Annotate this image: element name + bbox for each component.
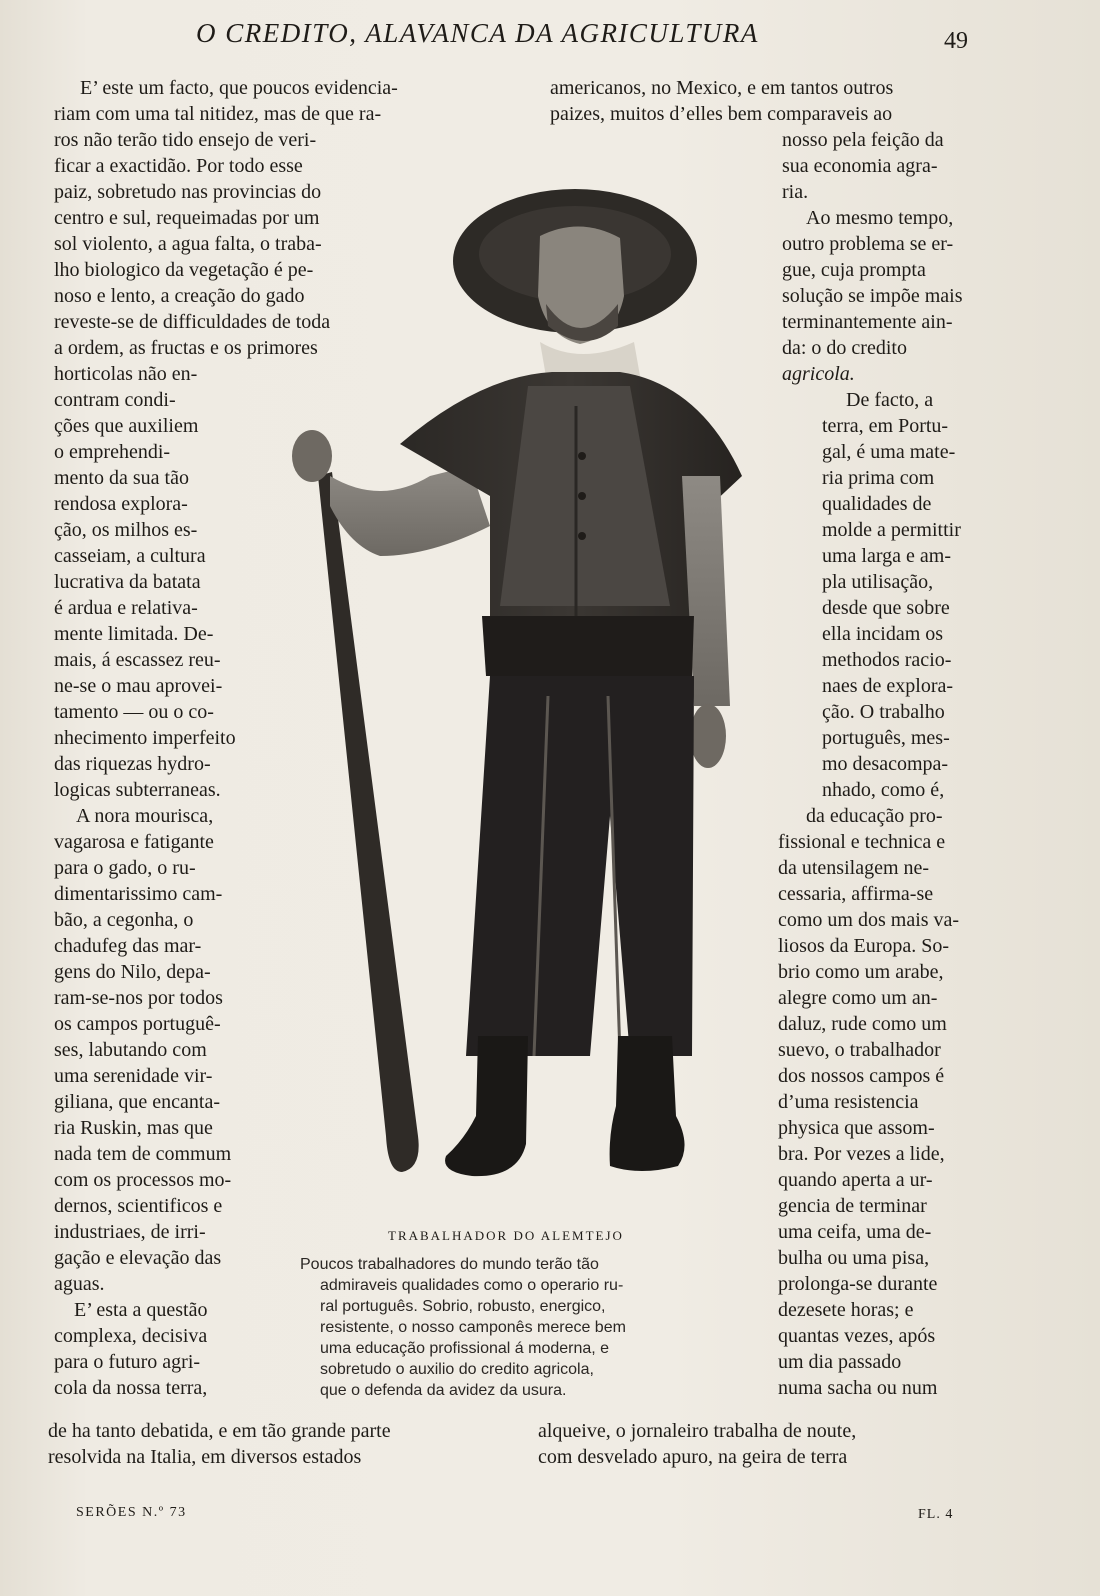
body-line-right: suevo, o trabalhador: [778, 1039, 941, 1061]
body-line-left: aguas.: [54, 1273, 105, 1295]
body-line-left: centro e sul, requeimadas por um: [54, 207, 320, 229]
body-line-right: mo desacompa-: [822, 753, 949, 775]
body-line-right: gue, cuja prompta: [782, 259, 926, 281]
body-line-right: um dia passado: [778, 1351, 902, 1373]
body-line-left: o emprehendi-: [54, 441, 171, 463]
body-line-left: dernos, scientificos e: [54, 1195, 223, 1217]
body-line-left: casseiam, a cultura: [54, 545, 206, 567]
body-line-left: lucrativa da batata: [54, 571, 201, 593]
body-line-right: molde a permittir: [822, 519, 961, 541]
caption-line: sobretudo o auxilio do credito agricola,: [320, 1361, 594, 1378]
body-line-right: da utensilagem ne-: [778, 857, 930, 879]
left-hand: [292, 430, 332, 482]
body-line-left: mente limitada. De-: [54, 623, 214, 645]
body-line-right: Ao mesmo tempo,: [806, 207, 954, 229]
body-line-left: paiz, sobretudo nas provincias do: [54, 181, 322, 203]
body-line-left: lho biologico da vegetação é pe-: [54, 259, 314, 281]
body-line-left: mais, á escassez reu-: [54, 649, 221, 671]
body-line-left: é ardua e relativa-: [54, 597, 198, 619]
body-line-right: fissional e technica e: [778, 831, 946, 853]
body-line-left: ne-se o mau aprovei-: [54, 675, 223, 697]
body-line-right: ção. O trabalho: [822, 701, 945, 723]
body-line-left: ções que auxiliem: [54, 415, 199, 437]
body-line-right: dezesete horas; e: [778, 1299, 914, 1321]
caption-line: ral português. Sobrio, robusto, energico,: [320, 1298, 606, 1315]
caption-line: que o defenda da avidez da usura.: [320, 1382, 567, 1399]
body-line-left: ram-se-nos por todos: [54, 987, 223, 1009]
body-line-right: uma larga e am-: [822, 545, 952, 567]
body-line-right: cessaria, affirma-se: [778, 883, 934, 905]
body-line-left: nada tem de commum: [54, 1143, 232, 1165]
right-boot: [610, 1036, 685, 1171]
body-line-right: daluz, rude como um: [778, 1013, 947, 1035]
body-line-right: como um dos mais va-: [778, 909, 960, 931]
walking-staff: [318, 472, 419, 1172]
body-line-right: solução se impõe mais: [782, 285, 963, 307]
caption-title: TRABALHADOR DO ALEMTEJO: [388, 1228, 624, 1243]
body-line-left: chadufeg das mar-: [54, 935, 202, 957]
body-line-left: logicas subterraneas.: [54, 779, 221, 801]
right-hand: [690, 704, 726, 768]
body-line-right: gal, é uma mate-: [822, 441, 956, 463]
left-boot: [445, 1036, 528, 1176]
body-line-right: português, mes-: [822, 727, 950, 749]
running-title: O CREDITO, ALAVANCA DA AGRICULTURA: [196, 18, 759, 48]
body-line-left: ros não terão tido ensejo de veri-: [54, 129, 317, 151]
body-line-right: bulha ou uma pisa,: [778, 1247, 930, 1269]
body-line-left: sol violento, a agua falta, o traba-: [54, 233, 322, 255]
body-line-left: resolvida na Italia, em diversos estados: [48, 1446, 362, 1468]
body-line-right: nhado, como é,: [822, 779, 945, 801]
body-line-right: ria.: [782, 181, 809, 203]
body-line-left: riam com uma tal nitidez, mas de que ra-: [54, 103, 382, 125]
body-line-right: qualidades de: [822, 493, 932, 515]
body-line-right: quantas vezes, após: [778, 1325, 936, 1347]
body-line-left: mento da sua tão: [54, 467, 189, 489]
trousers: [466, 676, 694, 1056]
body-line-left: os campos portuguê-: [54, 1013, 221, 1035]
body-line-right: numa sacha ou num: [778, 1377, 938, 1399]
body-line-left: E’ este um facto, que poucos evidencia-: [80, 77, 398, 99]
body-line-left: para o futuro agri-: [54, 1351, 201, 1373]
body-line-left: A nora mourisca,: [76, 805, 214, 827]
body-line-right: physica que assom-: [778, 1117, 935, 1139]
body-line-left: gens do Nilo, depa-: [54, 961, 211, 983]
body-line-left: com os processos mo-: [54, 1169, 232, 1191]
body-line-right: dos nossos campos é: [778, 1065, 945, 1087]
body-line-right: alqueive, o jornaleiro trabalha de noute,: [538, 1420, 857, 1442]
body-line-left: vagarosa e fatigante: [54, 831, 214, 853]
body-line-left: horticolas não en-: [54, 363, 198, 385]
body-line-left: ção, os milhos es-: [54, 519, 198, 541]
body-line-left: ficar a exactidão. Por todo esse: [54, 155, 303, 177]
body-line-left: rendosa explora-: [54, 493, 188, 515]
body-line-right: naes de explora-: [822, 675, 954, 697]
body-line-right: pla utilisação,: [822, 571, 934, 593]
body-line-right: uma ceifa, uma de-: [778, 1221, 932, 1243]
caption-line: Poucos trabalhadores do mundo terão tão: [300, 1256, 599, 1273]
body-line-right: ria prima com: [822, 467, 935, 489]
body-line-right: terminantemente ain-: [782, 311, 953, 333]
body-line-left: ria Ruskin, mas que: [54, 1117, 213, 1139]
body-line-right: da: o do credito: [782, 337, 907, 359]
body-line-left: de ha tanto debatida, e em tão grande parte: [48, 1420, 391, 1442]
body-line-left: contram condi-: [54, 389, 176, 411]
body-line-right: paizes, muitos d’elles bem comparaveis ao: [550, 103, 893, 125]
sash: [482, 616, 694, 676]
body-line-right: nosso pela feição da: [782, 129, 944, 151]
body-line-right: ella incidam os: [822, 623, 944, 645]
body-line-left: nhecimento imperfeito: [54, 727, 236, 749]
body-line-left: a ordem, as fructas e os primores: [54, 337, 318, 359]
body-line-left: bão, a cegonha, o: [54, 909, 194, 931]
body-line-left: industriaes, de irri-: [54, 1221, 206, 1243]
body-line-right: prolonga-se durante: [778, 1273, 938, 1295]
body-line-right: De facto, a: [846, 389, 934, 411]
body-line-left: uma serenidade vir-: [54, 1065, 213, 1087]
body-line-right: gencia de terminar: [778, 1195, 927, 1217]
body-line-left: noso e lento, a creação do gado: [54, 285, 305, 307]
body-line-left: giliana, que encanta-: [54, 1091, 221, 1113]
body-line-left: para o gado, o ru-: [54, 857, 196, 879]
body-line-left: cola da nossa terra,: [54, 1377, 208, 1399]
body-line-right: quando aperta a ur-: [778, 1169, 933, 1191]
body-line-right: outro problema se er-: [782, 233, 954, 255]
body-line-left: reveste-se de difficuldades de toda: [54, 311, 331, 333]
body-line-right: desde que sobre: [822, 597, 950, 619]
footer-issue: SERÕES N.º 73: [76, 1505, 187, 1520]
caption-line: uma educação profissional á moderna, e: [320, 1340, 610, 1357]
worker-photograph: [290, 176, 760, 1206]
caption-line: resistente, o nosso camponês merece bem: [320, 1319, 626, 1336]
footer-folio: FL. 4: [918, 1507, 954, 1522]
body-line-left: complexa, decisiva: [54, 1325, 208, 1347]
body-line-left: das riquezas hydro-: [54, 753, 211, 775]
body-line-right: agricola.: [782, 363, 855, 385]
body-line-left: dimentarissimo cam-: [54, 883, 223, 905]
body-line-right: sua economia agra-: [782, 155, 938, 177]
body-line-right: da educação pro-: [806, 805, 943, 827]
caption-line: admiraveis qualidades como o operario ru-: [320, 1277, 624, 1294]
body-line-left: E’ esta a questão: [74, 1299, 208, 1321]
photograph: [290, 176, 760, 1206]
page-number: 49: [944, 28, 968, 54]
body-line-right: liosos da Europa. So-: [778, 935, 950, 957]
body-line-right: terra, em Portu-: [822, 415, 949, 437]
body-line-left: tamento — ou o co-: [54, 701, 214, 723]
body-line-left: ses, labutando com: [54, 1039, 207, 1061]
body-line-right: d’uma resistencia: [778, 1091, 919, 1113]
body-line-right: brio como um arabe,: [778, 961, 944, 983]
body-line-right: methodos racio-: [822, 649, 952, 671]
body-line-left: gação e elevação das: [54, 1247, 222, 1269]
body-line-right: com desvelado apuro, na geira de terra: [538, 1446, 848, 1468]
body-line-right: americanos, no Mexico, e em tantos outros: [550, 77, 894, 99]
body-line-right: alegre como um an-: [778, 987, 938, 1009]
body-line-right: bra. Por vezes a lide,: [778, 1143, 945, 1165]
